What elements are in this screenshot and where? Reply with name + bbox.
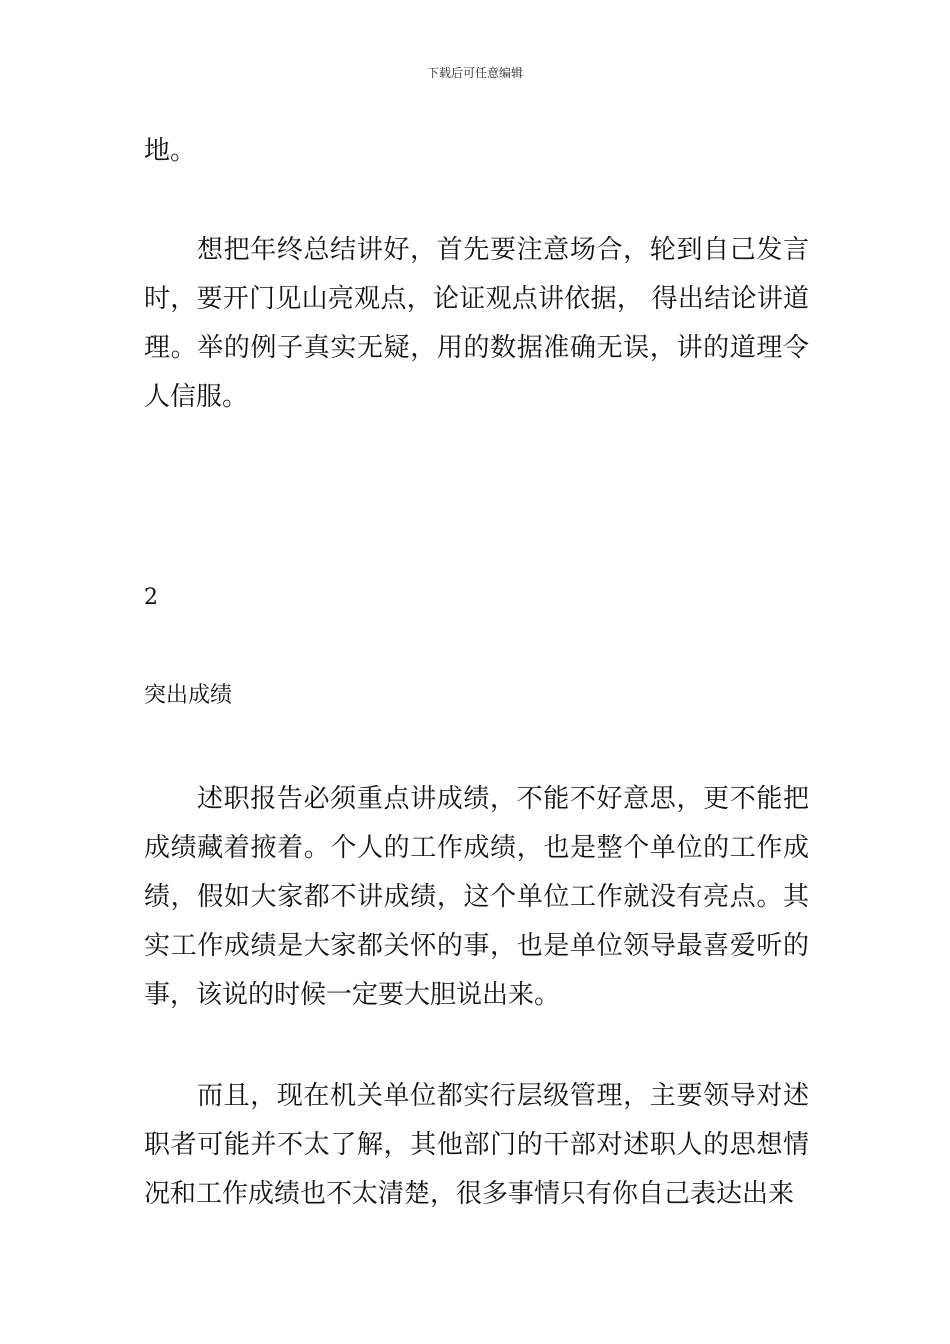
paragraph-management: 而且，现在机关单位都实行层级管理，主要领导对述职者可能并不太了解，其他部门的干部对述职人的思想情况和工作成绩也不太清楚，很多事情只有你自己表达出来 [144,1081,809,1209]
paragraph-intro: 想把年终总结讲好，首先要注意场合，轮到自己发言时，要开门见山亮观点，论证观点讲依据， 得出结论讲道理。举的例子真实无疑，用的数据准确无误，讲的道理令人信服。 [144,235,809,412]
paragraph-continuation: 地。 [144,136,197,166]
section-number: 2 [144,585,158,610]
paragraph-achievements: 述职报告必须重点讲成绩，不能不好意思，更不能把成绩藏着掖着。个人的工作成绩，也是整个单位的工作成绩，假如大家都不讲成绩，这个单位工作就没有亮点。其实工作成绩是大家都关怀的事，也是单位领导最喜爱听的事，该说的时候一定要大胆说出来。 [144,784,809,1010]
page-header: 下载后可任意编辑 [426,66,523,80]
section-title: 突出成绩 [144,683,233,708]
